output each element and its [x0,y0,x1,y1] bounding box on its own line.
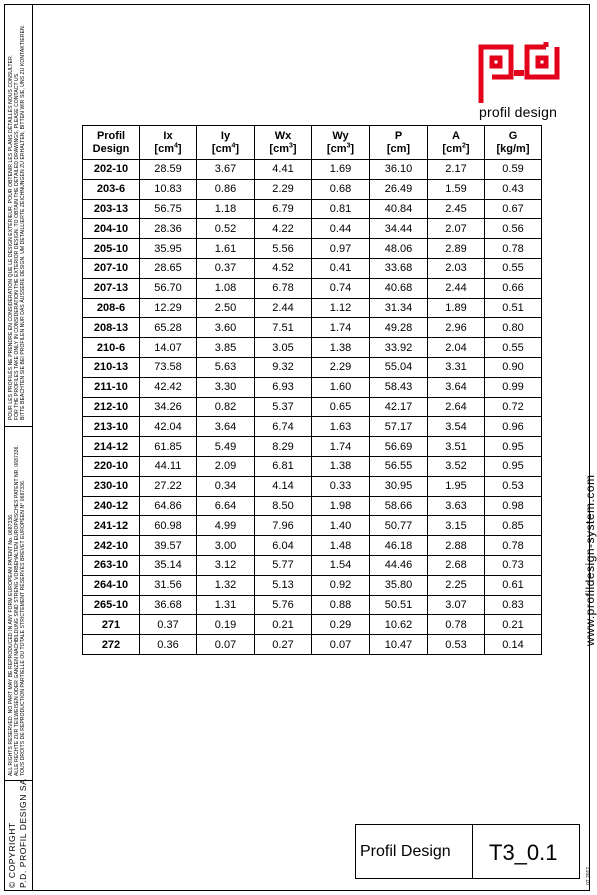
value-cell: 0.92 [312,575,370,595]
value-cell: 1.98 [312,496,370,516]
value-cell: 0.65 [312,397,370,417]
value-cell: 28.59 [140,160,197,180]
table-row [83,575,542,595]
value-cell: 1.69 [312,160,370,180]
value-cell: 0.34 [197,476,255,496]
value-cell: 4.41 [255,160,312,180]
column-header: Profil Design [83,126,140,160]
value-cell: 0.55 [485,258,542,278]
value-cell: 1.31 [197,595,255,615]
value-cell: 2.04 [428,338,485,358]
value-cell: 56.69 [370,437,428,457]
value-cell: 2.89 [428,239,485,259]
value-cell: 0.07 [197,635,255,655]
value-cell: 0.55 [485,338,542,358]
profile-id-cell: 211-10 [83,377,140,397]
table-row [83,476,542,496]
value-cell: 0.53 [428,635,485,655]
value-cell: 2.44 [428,278,485,298]
column-header: G [kg/m] [485,126,542,160]
value-cell: 0.37 [140,615,197,635]
value-cell: 49.28 [370,318,428,338]
table-row [83,377,542,397]
value-cell: 0.97 [312,239,370,259]
value-cell: 40.84 [370,199,428,219]
value-cell: 55.04 [370,357,428,377]
value-cell: 9.32 [255,357,312,377]
value-cell: 6.04 [255,536,312,556]
value-cell: 35.95 [140,239,197,259]
profile-id-cell: 204-10 [83,219,140,239]
value-cell: 1.74 [312,437,370,457]
value-cell: 0.90 [485,357,542,377]
value-cell: 5.56 [255,239,312,259]
value-cell: 0.36 [140,635,197,655]
profile-id-cell: 214-12 [83,437,140,457]
value-cell: 34.44 [370,219,428,239]
profile-id-cell: 271 [83,615,140,635]
column-header: Ix $[cm^4]$ [140,126,197,160]
value-cell: 0.72 [485,397,542,417]
profile-properties-table [82,125,542,655]
profile-id-cell: 242-10 [83,536,140,556]
value-cell: 0.78 [485,536,542,556]
revision-date: 07.2017 [586,866,592,885]
value-cell: 2.44 [255,298,312,318]
value-cell: 0.68 [312,179,370,199]
value-cell: 0.51 [485,298,542,318]
table-header-row [83,126,542,160]
profile-id-cell: 264-10 [83,575,140,595]
legal-sidebar [4,4,33,891]
consult-line-en: FOR THE PROFILES TAKE ONLY IN CONSIDERATION THE EXTERIOR DESIGN. TO OBTAIN THE DETAILED DRAWINGS, PLEASE CONTACT US. [14,72,21,420]
value-cell: 6.78 [255,278,312,298]
column-header: Wx $[cm^3]$ [255,126,312,160]
table-row [83,536,542,556]
value-cell: 5.77 [255,555,312,575]
value-cell: 3.30 [197,377,255,397]
value-cell: 2.29 [255,179,312,199]
value-cell: 34.26 [140,397,197,417]
value-cell: 56.55 [370,456,428,476]
value-cell: 61.85 [140,437,197,457]
value-cell: 0.78 [485,239,542,259]
value-cell: 5.76 [255,595,312,615]
profile-id-cell: 207-13 [83,278,140,298]
sidebar-divider [4,426,33,427]
table-row [83,397,542,417]
value-cell: 44.11 [140,456,197,476]
table-row [83,298,542,318]
value-cell: 0.41 [312,258,370,278]
value-cell: 4.22 [255,219,312,239]
value-cell: 14.07 [140,338,197,358]
value-cell: 2.50 [197,298,255,318]
value-cell: 7.96 [255,516,312,536]
value-cell: 10.83 [140,179,197,199]
value-cell: 3.00 [197,536,255,556]
table-row [83,160,542,180]
value-cell: 3.07 [428,595,485,615]
value-cell: 0.61 [485,575,542,595]
profile-id-cell: 220-10 [83,456,140,476]
value-cell: 1.12 [312,298,370,318]
table-row [83,278,542,298]
value-cell: 1.54 [312,555,370,575]
value-cell: 1.61 [197,239,255,259]
profile-id-cell: 240-12 [83,496,140,516]
table-row [83,179,542,199]
value-cell: 36.68 [140,595,197,615]
value-cell: 3.64 [428,377,485,397]
table-row [83,437,542,457]
value-cell: 3.31 [428,357,485,377]
value-cell: 39.57 [140,536,197,556]
profile-id-cell: 210-6 [83,338,140,358]
consult-line-fr: POUR LES PROFILÉS NE PRENDRE EN CONSIDÉRATION QUE LE DESIGN EXTÉRIEUR. POUR OBTENIR LES PLANS DÉTAILLÉS NOUS CONSULTER. [8,54,14,420]
profile-id-cell: 212-10 [83,397,140,417]
value-cell: 57.17 [370,417,428,437]
value-cell: 0.33 [312,476,370,496]
value-cell: 3.67 [197,160,255,180]
value-cell: 6.74 [255,417,312,437]
value-cell: 26.49 [370,179,428,199]
profil-design-logo [478,44,560,106]
value-cell: 0.83 [485,595,542,615]
value-cell: 2.17 [428,160,485,180]
rights-line-en: ALL RIGHTS RESERVED. NO PART MAY BE REPRODUCED IN ANY FORM EUROPEAN PATENT No. 0687336. [8,513,14,776]
value-cell: 33.92 [370,338,428,358]
column-header: Iy $[cm^4]$ [197,126,255,160]
table-row [83,615,542,635]
value-cell: 0.43 [485,179,542,199]
value-cell: 0.81 [312,199,370,219]
value-cell: 2.09 [197,456,255,476]
value-cell: 3.12 [197,555,255,575]
table-row [83,357,542,377]
table-row [83,555,542,575]
value-cell: 0.44 [312,219,370,239]
website-url: www.profildesign-system.com [583,474,597,646]
value-cell: 0.21 [485,615,542,635]
value-cell: 2.45 [428,199,485,219]
value-cell: 0.88 [312,595,370,615]
rights-line-de: ALLE RECHTE ZUR TEILWEISEN ODER GANZEN NACHBILDUNG SIND STRENG VORBEHALTEN EUROPÄISCHES PATENT NR. 0687336. [14,444,21,776]
profile-id-cell: 241-12 [83,516,140,536]
value-cell: 0.78 [428,615,485,635]
value-cell: 3.63 [428,496,485,516]
drawing-code: T3_0.1 [489,840,558,865]
value-cell: 0.59 [485,160,542,180]
value-cell: 1.08 [197,278,255,298]
value-cell: 58.43 [370,377,428,397]
value-cell: 1.59 [428,179,485,199]
value-cell: 64.86 [140,496,197,516]
value-cell: 1.89 [428,298,485,318]
value-cell: 0.07 [312,635,370,655]
value-cell: 50.77 [370,516,428,536]
table-row [83,239,542,259]
value-cell: 3.51 [428,437,485,457]
value-cell: 2.07 [428,219,485,239]
value-cell: 3.60 [197,318,255,338]
rights-notice [8,445,27,776]
value-cell: 6.93 [255,377,312,397]
value-cell: 0.56 [485,219,542,239]
value-cell: 0.27 [255,635,312,655]
profile-id-cell: 272 [83,635,140,655]
value-cell: 6.79 [255,199,312,219]
value-cell: 3.05 [255,338,312,358]
value-cell: 50.51 [370,595,428,615]
profile-id-cell: 230-10 [83,476,140,496]
value-cell: 3.52 [428,456,485,476]
value-cell: 5.13 [255,575,312,595]
value-cell: 6.81 [255,456,312,476]
value-cell: 0.53 [485,476,542,496]
value-cell: 2.68 [428,555,485,575]
consult-notice [8,25,27,420]
value-cell: 5.37 [255,397,312,417]
value-cell: 0.95 [485,437,542,457]
value-cell: 31.56 [140,575,197,595]
value-cell: 3.85 [197,338,255,358]
value-cell: 4.52 [255,258,312,278]
value-cell: 4.14 [255,476,312,496]
value-cell: 42.17 [370,397,428,417]
value-cell: 3.64 [197,417,255,437]
value-cell: 40.68 [370,278,428,298]
profile-id-cell: 210-13 [83,357,140,377]
value-cell: 0.82 [197,397,255,417]
value-cell: 30.95 [370,476,428,496]
profile-id-cell: 202-10 [83,160,140,180]
value-cell: 58.66 [370,496,428,516]
value-cell: 1.74 [312,318,370,338]
copyright-line: © COPYRIGHT [7,822,17,888]
profile-id-cell: 213-10 [83,417,140,437]
value-cell: 0.85 [485,516,542,536]
value-cell: 12.29 [140,298,197,318]
value-cell: 31.34 [370,298,428,318]
value-cell: 4.99 [197,516,255,536]
table-row [83,496,542,516]
value-cell: 1.60 [312,377,370,397]
value-cell: 2.96 [428,318,485,338]
value-cell: 5.63 [197,357,255,377]
title-divider [472,825,473,878]
value-cell: 1.40 [312,516,370,536]
value-cell: 48.06 [370,239,428,259]
value-cell: 2.03 [428,258,485,278]
value-cell: 8.29 [255,437,312,457]
value-cell: 1.38 [312,456,370,476]
value-cell: 7.51 [255,318,312,338]
value-cell: 2.64 [428,397,485,417]
value-cell: 0.66 [485,278,542,298]
value-cell: 0.98 [485,496,542,516]
value-cell: 10.47 [370,635,428,655]
profile-id-cell: 203-6 [83,179,140,199]
logo-wordmark: profil design [479,104,558,120]
value-cell: 0.37 [197,258,255,278]
value-cell: 0.19 [197,615,255,635]
value-cell: 0.96 [485,417,542,437]
value-cell: 2.25 [428,575,485,595]
column-header: A $[cm^2]$ [428,126,485,160]
value-cell: 10.62 [370,615,428,635]
table-row [83,635,542,655]
column-header: Wy $[cm^3]$ [312,126,370,160]
value-cell: 2.29 [312,357,370,377]
value-cell: 28.36 [140,219,197,239]
profile-id-cell: 207-10 [83,258,140,278]
table-row [83,258,542,278]
value-cell: 46.18 [370,536,428,556]
value-cell: 27.22 [140,476,197,496]
profile-id-cell: 265-10 [83,595,140,615]
value-cell: 0.95 [485,456,542,476]
value-cell: 3.15 [428,516,485,536]
value-cell: 1.48 [312,536,370,556]
value-cell: 1.18 [197,199,255,219]
table-row [83,199,542,219]
value-cell: 8.50 [255,496,312,516]
value-cell: 1.95 [428,476,485,496]
value-cell: 73.58 [140,357,197,377]
value-cell: 60.98 [140,516,197,536]
value-cell: 2.88 [428,536,485,556]
value-cell: 0.52 [197,219,255,239]
copyright-notice [7,779,29,888]
table-row [83,219,542,239]
value-cell: 5.49 [197,437,255,457]
value-cell: 0.73 [485,555,542,575]
profile-id-cell: 263-10 [83,555,140,575]
table-row [83,456,542,476]
value-cell: 0.14 [485,635,542,655]
company-legal-name: P.D. PROFIL DESIGN SA [18,778,28,888]
profile-id-cell: 208-6 [83,298,140,318]
value-cell: 0.80 [485,318,542,338]
value-cell: 1.38 [312,338,370,358]
value-cell: 42.42 [140,377,197,397]
consult-line-de: BITTE BEACHTEN SIE BEI PROFILEN NUR DAS ÄUSSERE DESIGN. UM DETAILLIERTE ZEICHNUNGEN ZU ERHALTEN, BITTEN WIR SIE, UNS ZU KONTAKTIEREN. [20,24,27,420]
value-cell: 0.67 [485,199,542,219]
value-cell: 1.63 [312,417,370,437]
value-cell: 42.04 [140,417,197,437]
value-cell: 0.29 [312,615,370,635]
value-cell: 56.75 [140,199,197,219]
table-row [83,318,542,338]
value-cell: 44.46 [370,555,428,575]
table-row [83,338,542,358]
value-cell: 3.54 [428,417,485,437]
value-cell: 33.68 [370,258,428,278]
rights-line-fr: TOUS DROITS DE REPRODUCTION PARTIELLE OU TOTALE STRICTEMENT RÉSERVÉS BREVET EUROPÉEN N° 0687336. [20,479,27,776]
profile-id-cell: 208-13 [83,318,140,338]
value-cell: 0.74 [312,278,370,298]
title-company: Profil Design [360,843,451,860]
profile-id-cell: 203-13 [83,199,140,219]
table-row [83,417,542,437]
table-row [83,595,542,615]
title-block [355,824,580,879]
value-cell: 1.32 [197,575,255,595]
value-cell: 36.10 [370,160,428,180]
value-cell: 28.65 [140,258,197,278]
column-header: P [cm] [370,126,428,160]
value-cell: 35.80 [370,575,428,595]
value-cell: 0.99 [485,377,542,397]
value-cell: 56.70 [140,278,197,298]
value-cell: 35.14 [140,555,197,575]
value-cell: 6.64 [197,496,255,516]
value-cell: 0.21 [255,615,312,635]
value-cell: 0.86 [197,179,255,199]
table-row [83,516,542,536]
value-cell: 65.28 [140,318,197,338]
profile-id-cell: 205-10 [83,239,140,259]
